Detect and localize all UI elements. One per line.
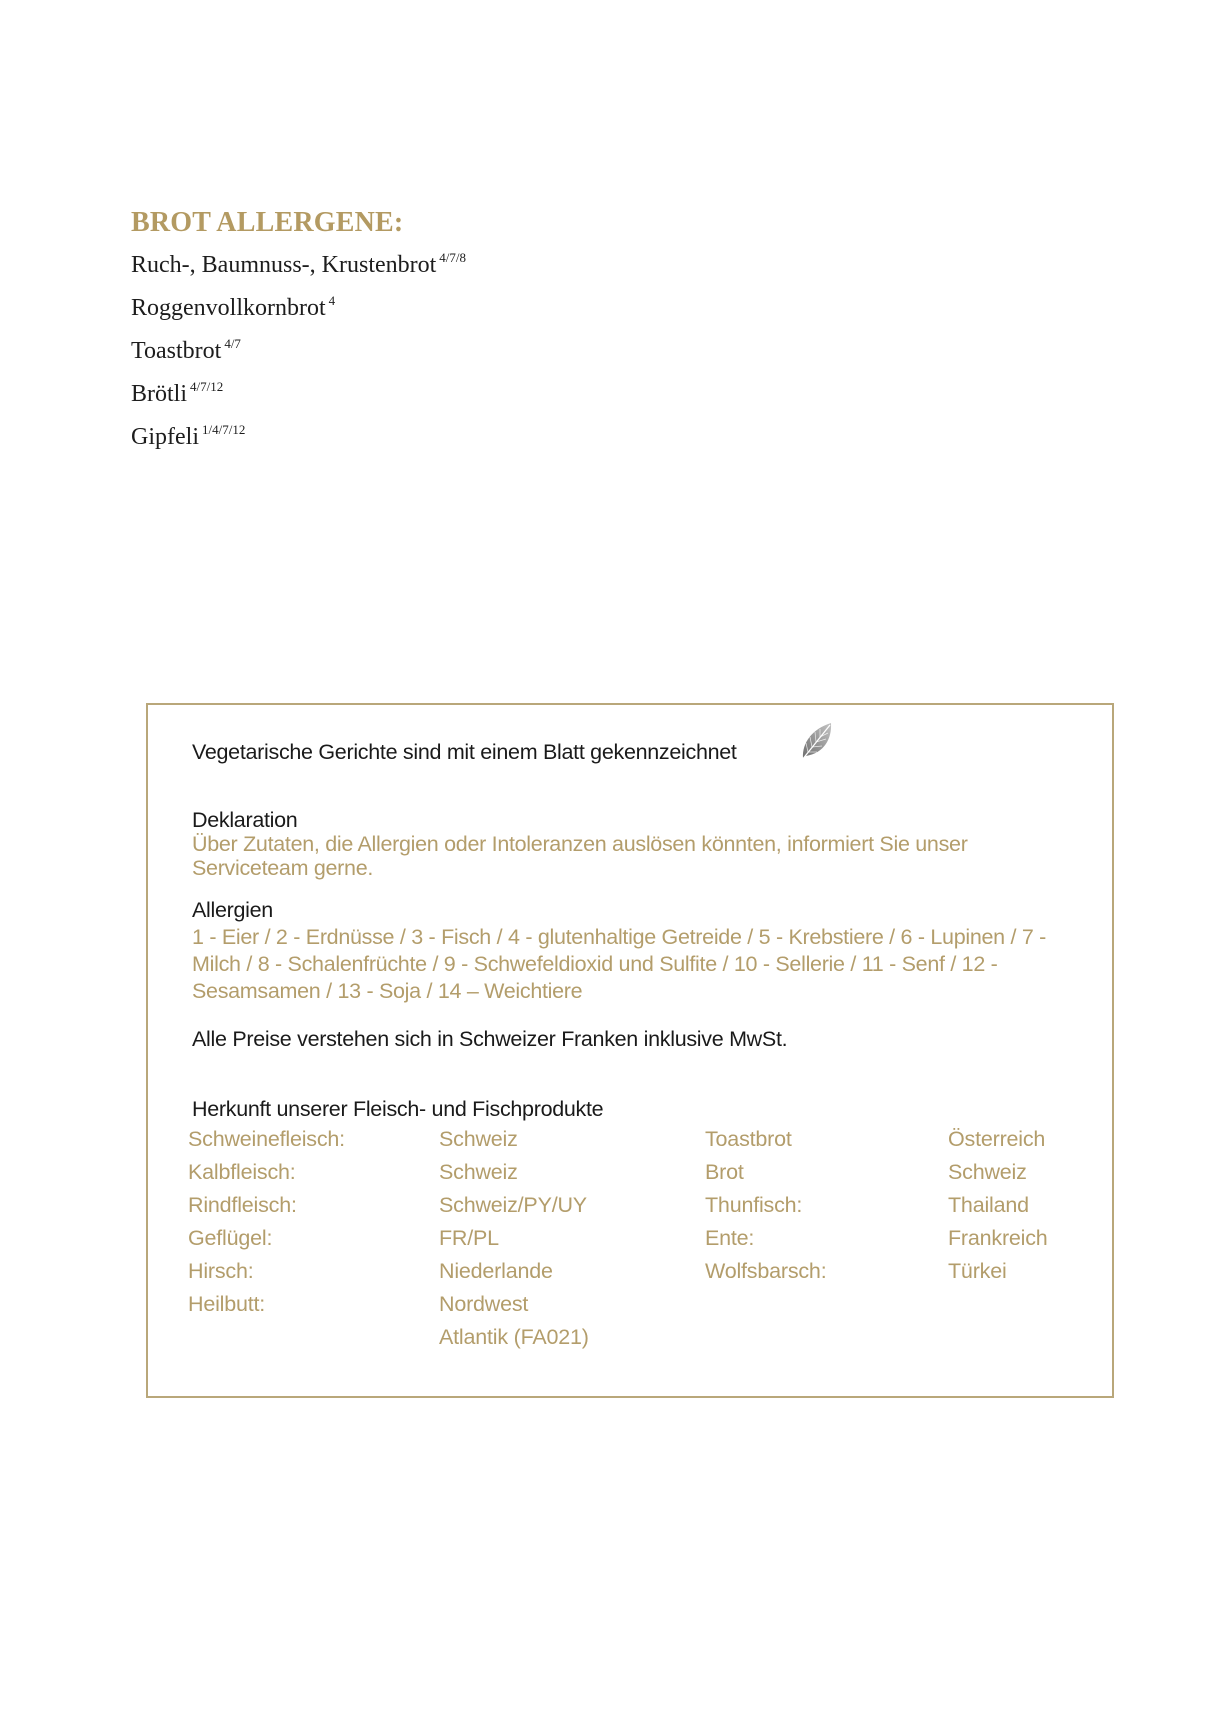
origin-country: Schweiz/PY/UY (439, 1193, 587, 1217)
bread-item (131, 326, 466, 369)
allergens-heading: Allergien (192, 898, 273, 922)
origin-country: Schweiz (948, 1160, 1027, 1184)
origin-product: Ente: (705, 1226, 755, 1250)
bread-item (131, 412, 466, 455)
leaf-icon (800, 721, 834, 761)
origin-country: Thailand (948, 1193, 1029, 1217)
origin-product: Schweinefleisch: (188, 1127, 345, 1151)
bread-item-codes: 4/7/12 (190, 379, 224, 394)
bread-item-codes: 4/7/8 (439, 250, 467, 265)
origin-product: Kalbfleisch: (188, 1160, 296, 1184)
bread-item (131, 369, 466, 412)
bread-item-name: Toastbrot (131, 338, 222, 364)
bread-item (131, 240, 466, 283)
origin-product: Wolfsbarsch: (705, 1259, 827, 1283)
bread-item (131, 283, 466, 326)
origin-country: Schweiz (439, 1160, 518, 1184)
bread-item-name: Roggenvollkornbrot (131, 295, 326, 321)
price-note: Alle Preise verstehen sich in Schweizer Franken inklusive MwSt. (192, 1027, 788, 1051)
origin-country: Österreich (948, 1127, 1046, 1151)
bread-item-name: Gipfeli (131, 424, 199, 450)
origin-country: Nordwest (439, 1292, 529, 1316)
bread-allergens-section (131, 206, 466, 455)
origin-product: Hirsch: (188, 1259, 254, 1283)
declaration-text: Über Zutaten, die Allergien oder Intoleranzen auslösen könnten, informiert Sie unser Serviceteam gerne. (192, 832, 968, 880)
origin-country: Atlantik (FA021) (439, 1325, 589, 1349)
origin-country: Niederlande (439, 1259, 553, 1283)
bread-item-codes: 4 (328, 293, 336, 308)
origin-product: Toastbrot (705, 1127, 792, 1151)
origin-country: FR/PL (439, 1226, 499, 1250)
bread-allergens-title: BROT ALLERGENE: (131, 207, 404, 238)
info-box (146, 703, 1114, 1398)
origin-product: Geflügel: (188, 1226, 273, 1250)
vegetarian-note: Vegetarische Gerichte sind mit einem Blatt gekennzeichnet (192, 740, 737, 764)
origin-country: Türkei (948, 1259, 1007, 1283)
bread-item-name: Brötli (131, 381, 188, 407)
origin-product: Heilbutt: (188, 1292, 266, 1316)
origin-product: Thunfisch: (705, 1193, 803, 1217)
bread-item-codes: 1/4/7/12 (201, 422, 246, 437)
origin-country: Frankreich (948, 1226, 1048, 1250)
origin-heading: Herkunft unserer Fleisch- und Fischprodukte (192, 1097, 604, 1121)
declaration-heading: Deklaration (192, 808, 298, 832)
origin-product: Rindfleisch: (188, 1193, 297, 1217)
bread-item-codes: 4/7 (224, 336, 241, 351)
origin-country: Schweiz (439, 1127, 518, 1151)
origin-product: Brot (705, 1160, 744, 1184)
bread-item-name: Ruch-, Baumnuss-, Krustenbrot (131, 252, 437, 278)
allergens-list: 1 - Eier / 2 - Erdnüsse / 3 - Fisch / 4 - glutenhaltige Getreide / 5 - Krebstiere / 6 - Lupinen / 7 - Milch / 8 - Schalenfrüchte / 9 - Schwefeldioxid und Sulfite / 10 - Sellerie / 11 - Senf / 12 - Sesamsamen / 13 - Soja / 14 – Weichtiere (192, 925, 1047, 1003)
